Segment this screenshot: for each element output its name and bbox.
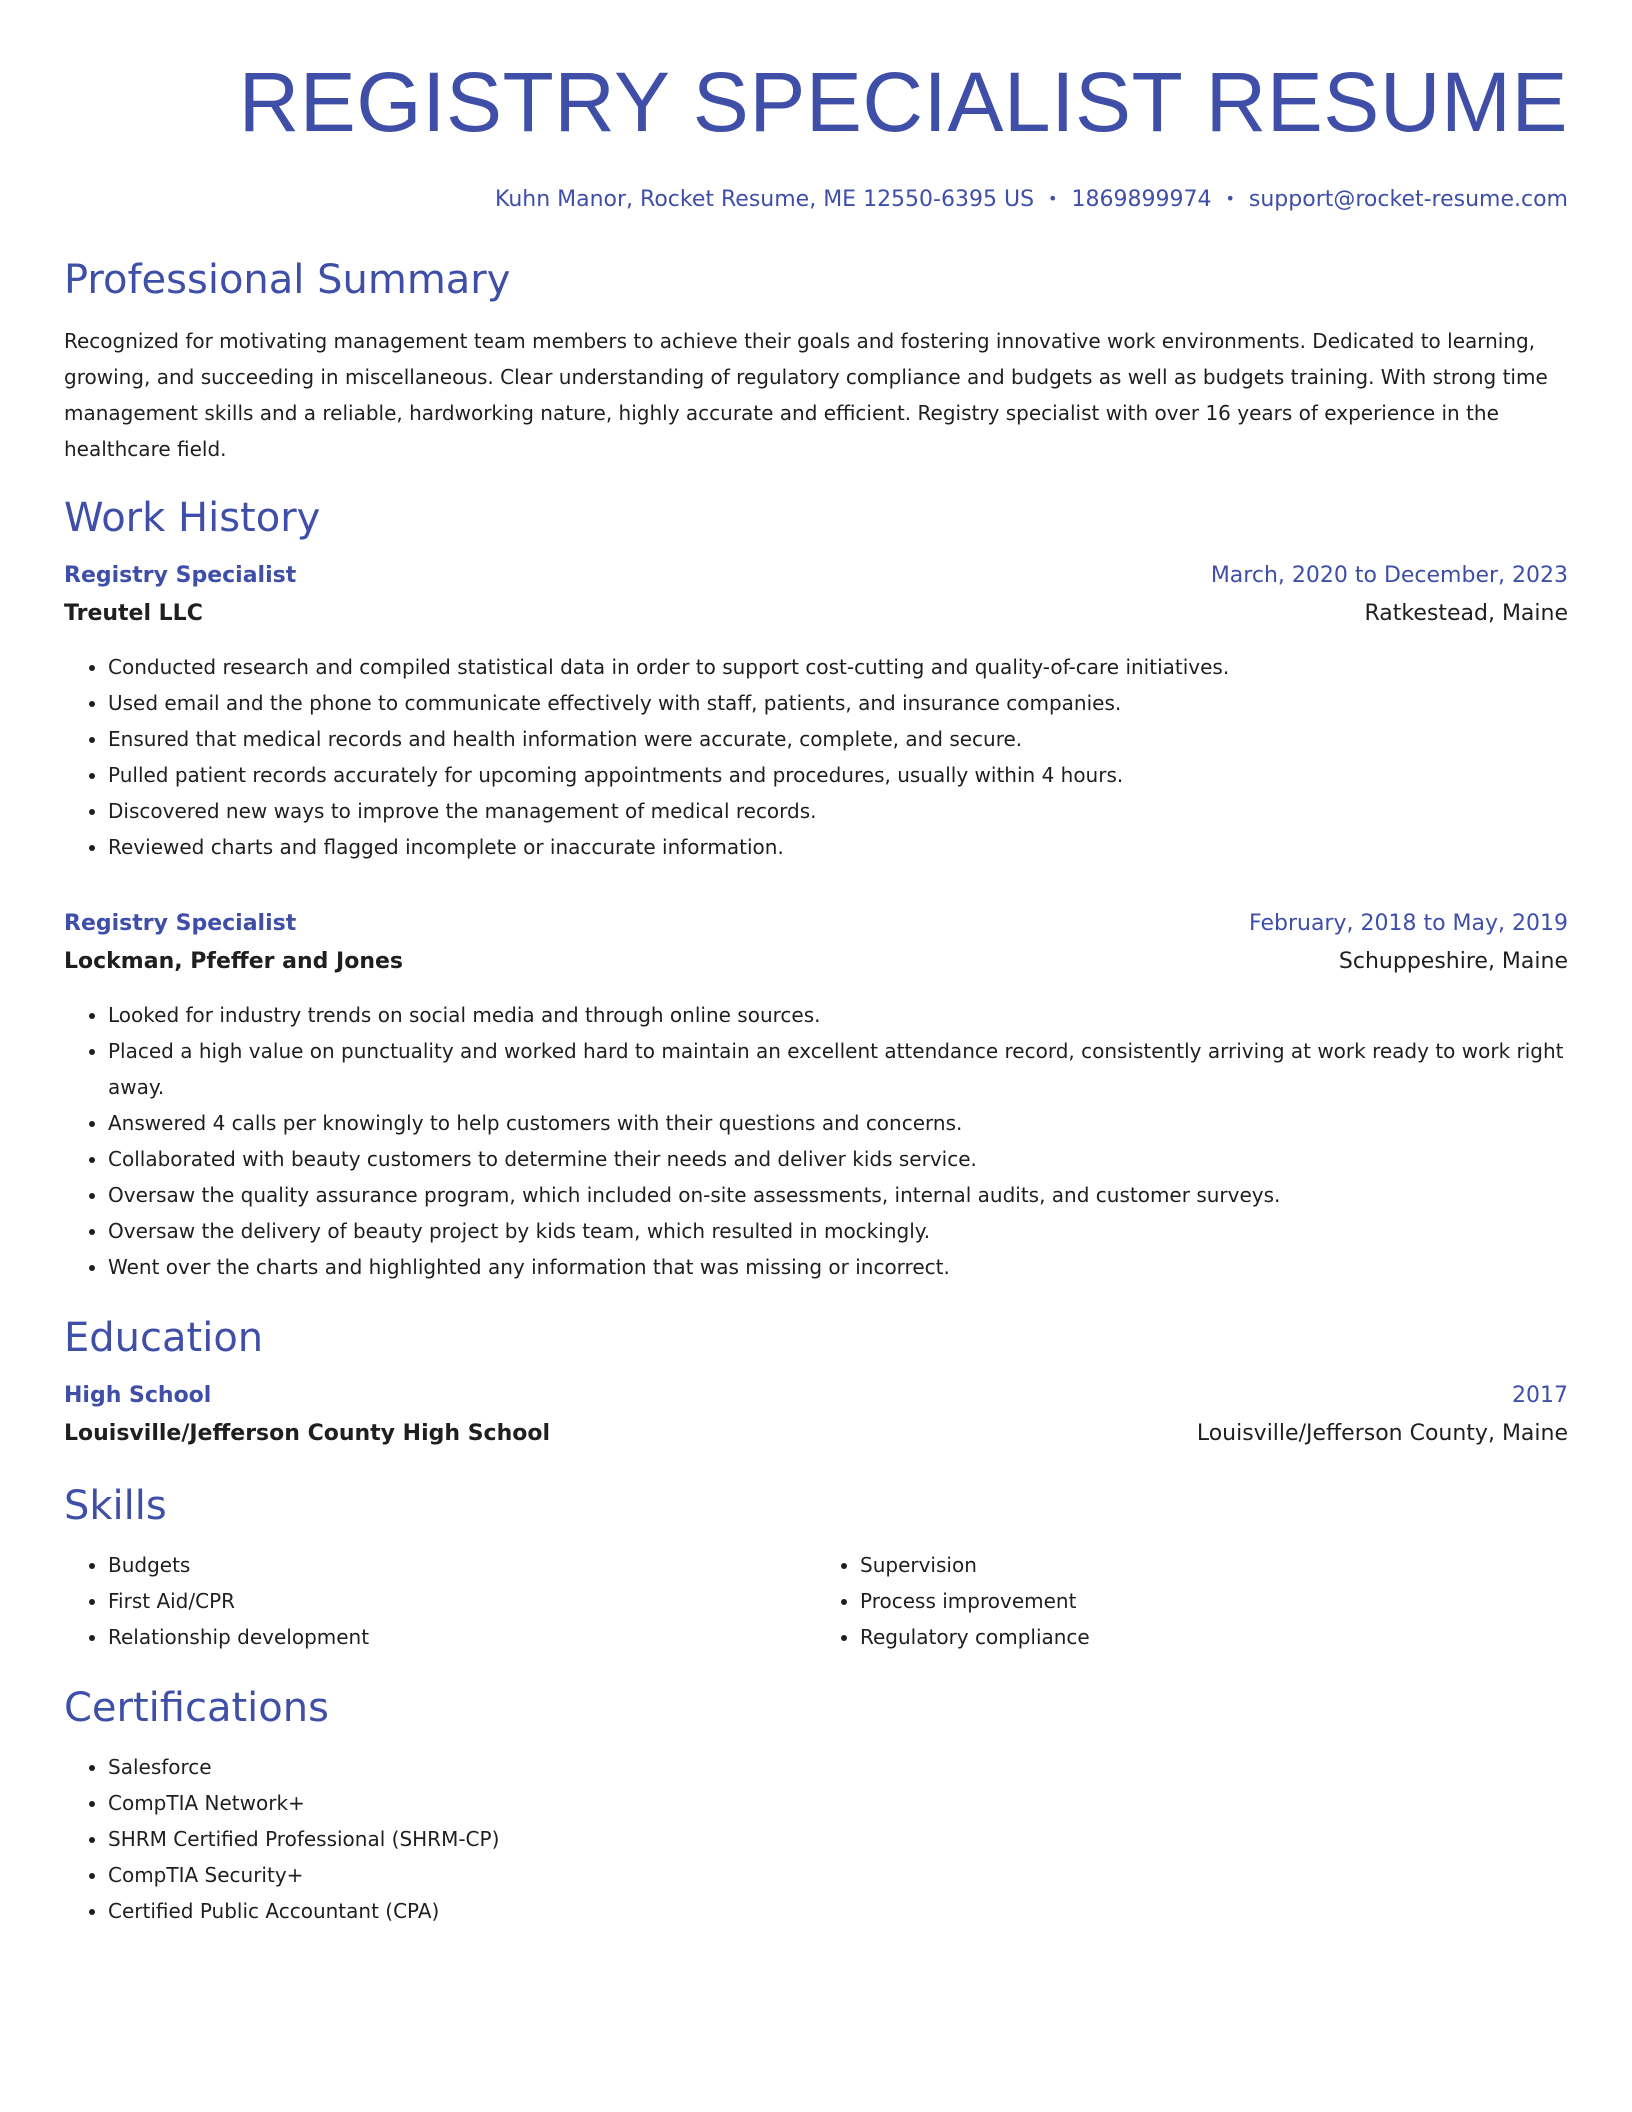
contact-phone: 1869899974 (1071, 187, 1212, 212)
job-dates: March, 2020 to December, 2023 (1210, 563, 1568, 588)
job-location: Schuppeshire, Maine (1338, 949, 1568, 974)
section-title-summary: Professional Summary (64, 257, 511, 303)
skill-item: • Budgets (108, 1547, 816, 1583)
section-title-work-history: Work History (64, 495, 321, 541)
job-header-row (64, 557, 1568, 595)
certification-item: • SHRM Certified Professional (SHRM-CP) (108, 1821, 1568, 1857)
job-entry (64, 557, 1568, 865)
job-bullet: • Reviewed charts and flagged incomplete or inaccurate information. (108, 829, 1568, 865)
job-bullet: • Used email and the phone to communicate effectively with staff, patients, and insurance companies. (108, 685, 1568, 721)
certification-item: • CompTIA Network+ (108, 1785, 1568, 1821)
contact-separator: • (1048, 189, 1058, 208)
job-company: Treutel LLC (64, 601, 203, 626)
job-title: Registry Specialist (64, 563, 297, 588)
summary-text: Recognized for motivating management team members to achieve their goals and fostering innovative work environments. Dedicated to learning, growing, and succeeding in miscellaneous. Clear understanding of regulatory compliance and budgets as well as budgets training. With strong time management skills and a reliable, hardworking nature, highly accurate and efficient. Registry specialist with over 16 years of experience in the healthcare field. (64, 329, 1548, 461)
job-bullet: • Collaborated with beauty customers to determine their needs and deliver kids service. (108, 1141, 1568, 1177)
resume-header (64, 52, 1568, 215)
skill-item: • Relationship development (108, 1619, 816, 1655)
skills-list-left (64, 1547, 816, 1655)
certifications-list (64, 1749, 1568, 1929)
job-company: Lockman, Pfeffer and Jones (64, 949, 404, 974)
skill-item: • Supervision (860, 1547, 1568, 1583)
skill-item: • First Aid/CPR (108, 1583, 816, 1619)
contact-email: support@rocket-resume.com (1248, 187, 1568, 212)
job-bullet: • Conducted research and compiled statistical data in order to support cost-cutting and quality-of-care initiatives. (108, 649, 1568, 685)
job-entry (64, 905, 1568, 1285)
education-location: Louisville/Jefferson County, Maine (1196, 1421, 1568, 1446)
job-bullets (64, 997, 1568, 1285)
job-title: Registry Specialist (64, 911, 297, 936)
job-bullet: • Answered 4 calls per knowingly to help customers with their questions and concerns. (108, 1105, 1568, 1141)
resume-title: REGISTRY SPECIALIST RESUME (238, 55, 1568, 149)
job-bullet: • Oversaw the delivery of beauty project by kids team, which resulted in mockingly. (108, 1213, 1568, 1249)
skills-list-right (816, 1547, 1568, 1655)
job-location: Ratkestead, Maine (1364, 601, 1568, 626)
skill-item: • Process improvement (860, 1583, 1568, 1619)
education-header-row (64, 1377, 1568, 1415)
education-school-row (64, 1415, 1568, 1453)
job-bullet: • Discovered new ways to improve the management of medical records. (108, 793, 1568, 829)
job-company-row (64, 943, 1568, 981)
job-company-row (64, 595, 1568, 633)
skills-grid (64, 1531, 1568, 1655)
certification-item: • CompTIA Security+ (108, 1857, 1568, 1893)
job-dates: February, 2018 to May, 2019 (1249, 911, 1568, 936)
certification-item: • Salesforce (108, 1749, 1568, 1785)
section-title-skills: Skills (64, 1483, 167, 1529)
contact-address: Kuhn Manor, Rocket Resume, ME 12550-6395 US (494, 187, 1035, 212)
job-header-row (64, 905, 1568, 943)
section-title-education: Education (64, 1315, 264, 1361)
contact-line (64, 184, 1568, 215)
education-year: 2017 (1512, 1383, 1568, 1408)
education-school: Louisville/Jefferson County High School (64, 1421, 551, 1446)
job-bullets (64, 649, 1568, 865)
section-title-certifications: Certifications (64, 1685, 329, 1731)
job-bullet: • Ensured that medical records and health information were accurate, complete, and secure. (108, 721, 1568, 757)
skill-item: • Regulatory compliance (860, 1619, 1568, 1655)
job-bullet: • Went over the charts and highlighted any information that was missing or incorrect. (108, 1249, 1568, 1285)
job-bullet: • Oversaw the quality assurance program, which included on-site assessments, internal audits, and customer surveys. (108, 1177, 1568, 1213)
certification-item: • Certified Public Accountant (CPA) (108, 1893, 1568, 1929)
job-bullet: • Looked for industry trends on social media and through online sources. (108, 997, 1568, 1033)
job-bullet: • Placed a high value on punctuality and worked hard to maintain an excellent attendance record, consistently arriving at work ready to work right away. (108, 1033, 1568, 1105)
education-degree: High School (64, 1383, 212, 1408)
education-entry (64, 1377, 1568, 1453)
contact-separator: • (1225, 189, 1235, 208)
job-bullet: • Pulled patient records accurately for upcoming appointments and procedures, usually within 4 hours. (108, 757, 1568, 793)
